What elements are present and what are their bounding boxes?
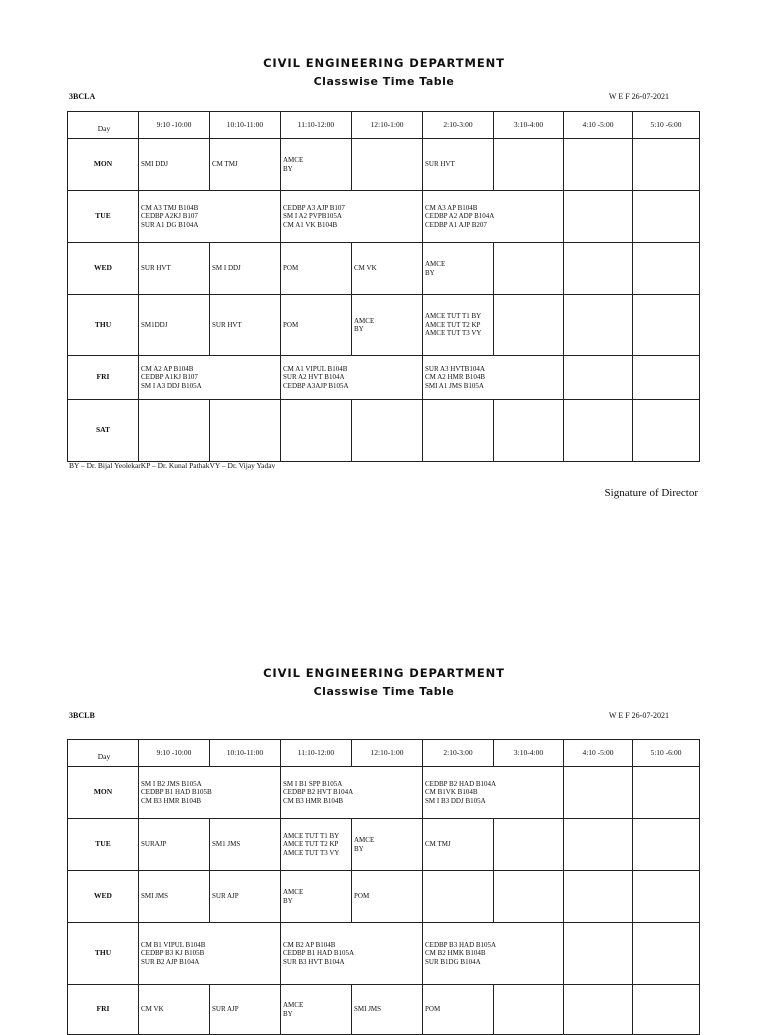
schedule-cell: AMCE BY [281, 139, 352, 191]
schedule-cell [494, 985, 564, 1035]
time-slot-header: 11:10-12:00 [281, 112, 352, 139]
schedule-cell [564, 871, 633, 923]
schedule-cell: AMCE BY [352, 295, 423, 356]
schedule-cell: CM A1 VIPUL B104B SUR A2 HVT B104A CEDBP A3AJP B105A [281, 356, 423, 400]
schedule-cell: SMI DDJ [139, 139, 210, 191]
department-title: CIVIL ENGINEERING DEPARTMENT [263, 56, 505, 70]
schedule-cell: SM1 JMS [210, 819, 281, 871]
wef-date: W E F 26-07-2021 [608, 92, 669, 101]
class-code: 3BCLB [69, 711, 95, 720]
schedule-cell: CM B1 VIPUL B104B CEDBP B3 KJ B105B SUR B2 AJP B104A [139, 923, 281, 985]
schedule-cell: CM A3 TMJ B104B CEDBP A2KJ B107 SUR A1 DG B104A [139, 191, 281, 243]
schedule-cell: SUR HVT [423, 139, 494, 191]
schedule-cell: CM A3 AP B104B CEDBP A2 ADP B104A CEDBP A1 AJP B207 [423, 191, 564, 243]
schedule-cell: SMI JMS [352, 985, 423, 1035]
schedule-cell [633, 871, 700, 923]
department-title: CIVIL ENGINEERING DEPARTMENT [263, 666, 505, 680]
schedule-cell [564, 923, 633, 985]
faculty-legend: BY – Dr. Bijal YeolekarKP – Dr. Kunal PathakVY – Dr. Vijay Yadav [69, 461, 276, 470]
header-row [68, 740, 700, 767]
time-slot-header: 10:10-11:00 [210, 740, 281, 767]
table-row [68, 819, 700, 871]
schedule-cell: SUR HVT [139, 243, 210, 295]
schedule-cell: POM [423, 985, 494, 1035]
wef-date: W E F 26-07-2021 [608, 711, 669, 720]
day-label: TUE [68, 191, 139, 243]
signature-line: Signature of Director [604, 487, 698, 499]
time-slot-header: 3:10-4:00 [494, 740, 564, 767]
time-slot-header: 4:10 -5:00 [564, 112, 633, 139]
schedule-cell: AMCE BY [281, 985, 352, 1035]
schedule-cell: SUR A3 HVTB104A CM A2 HMR B104B SMI A1 JMS B105A [423, 356, 564, 400]
table-row [68, 871, 700, 923]
schedule-cell: SUR AJP [210, 985, 281, 1035]
day-label: SAT [68, 400, 139, 462]
schedule-cell: AMCE BY [281, 871, 352, 923]
day-label: FRI [68, 356, 139, 400]
time-slot-header: 11:10-12:00 [281, 740, 352, 767]
schedule-cell: SM I B2 JMS B105A CEDBP B1 HAD B105B CM B3 HMR B104B [139, 767, 281, 819]
schedule-cell: AMCE BY [423, 243, 494, 295]
schedule-cell: CM TMJ [210, 139, 281, 191]
schedule-cell: AMCE BY [352, 819, 423, 871]
day-label: TUE [68, 819, 139, 871]
day-label: MON [68, 139, 139, 191]
schedule-cell [564, 767, 633, 819]
time-slot-header: 5:10 -6:00 [633, 740, 700, 767]
day-header: Day [68, 112, 139, 139]
day-label: WED [68, 243, 139, 295]
day-header: Day [68, 740, 139, 767]
schedule-cell: SUR AJP [210, 871, 281, 923]
time-slot-header: 10:10-11:00 [210, 112, 281, 139]
schedule-cell [633, 767, 700, 819]
time-slot-header: 5:10 -6:00 [633, 112, 700, 139]
time-slot-header: 12:10-1:00 [352, 740, 423, 767]
timetable-subtitle: Classwise Time Table [313, 685, 455, 698]
schedule-cell: CM VK [139, 985, 210, 1035]
schedule-cell: CEDBP A3 AJP B107 SM I A2 PVPB105A CM A1 VK B104B [281, 191, 423, 243]
schedule-cell [423, 871, 494, 923]
time-slot-header: 3:10-4:00 [494, 112, 564, 139]
schedule-cell: SMI JMS [139, 871, 210, 923]
schedule-cell: POM [352, 871, 423, 923]
day-label: THU [68, 295, 139, 356]
time-slot-header: 2:10-3:00 [423, 740, 494, 767]
table-row [68, 985, 700, 1035]
schedule-cell: SM I DDJ [210, 243, 281, 295]
schedule-cell: CM TMJ [423, 819, 494, 871]
schedule-cell [633, 985, 700, 1035]
table-row [68, 767, 700, 819]
schedule-cell: CM VK [352, 243, 423, 295]
day-label: WED [68, 871, 139, 923]
schedule-cell: SURAJP [139, 819, 210, 871]
schedule-cell: SUR HVT [210, 295, 281, 356]
schedule-cell: CM A2 AP B104B CEDBP A1KJ B107 SM I A3 DDJ B105A [139, 356, 281, 400]
timetable-table [67, 739, 700, 1035]
table-row [68, 923, 700, 985]
time-slot-header: 2:10-3:00 [423, 112, 494, 139]
schedule-cell [494, 871, 564, 923]
day-label: FRI [68, 985, 139, 1035]
time-slot-header: 12:10-1:00 [352, 112, 423, 139]
time-slot-header: 9:10 -10:00 [139, 112, 210, 139]
schedule-cell [564, 819, 633, 871]
time-slot-header: 9:10 -10:00 [139, 740, 210, 767]
timetable-subtitle: Classwise Time Table [313, 75, 455, 88]
schedule-cell: AMCE TUT T1 BY AMCE TUT T2 KP AMCE TUT T3 VY [423, 295, 494, 356]
schedule-cell: SM1DDJ [139, 295, 210, 356]
schedule-cell: CEDBP B3 HAD B105A CM B2 HMK B104B SUR B1DG B104A [423, 923, 564, 985]
schedule-cell: CM B2 AP B104B CEDBP B1 HAD B105A SUR B3 HVT B104A [281, 923, 423, 985]
schedule-cell: POM [281, 295, 352, 356]
schedule-cell [633, 819, 700, 871]
schedule-cell: POM [281, 243, 352, 295]
day-label: MON [68, 767, 139, 819]
schedule-cell [564, 985, 633, 1035]
day-label: THU [68, 923, 139, 985]
class-code: 3BCLA [69, 92, 96, 101]
schedule-cell: AMCE TUT T1 BY AMCE TUT T2 KP AMCE TUT T3 VY [281, 819, 352, 871]
schedule-cell [494, 819, 564, 871]
schedule-cell: SM I B1 SPP B105A CEDBP B2 HVT B104A CM B3 HMR B104B [281, 767, 423, 819]
schedule-cell: CEDBP B2 HAD B104A CM B1VK B104B SM I B3 DDJ B105A [423, 767, 564, 819]
schedule-cell [633, 923, 700, 985]
time-slot-header: 4:10 -5:00 [564, 740, 633, 767]
